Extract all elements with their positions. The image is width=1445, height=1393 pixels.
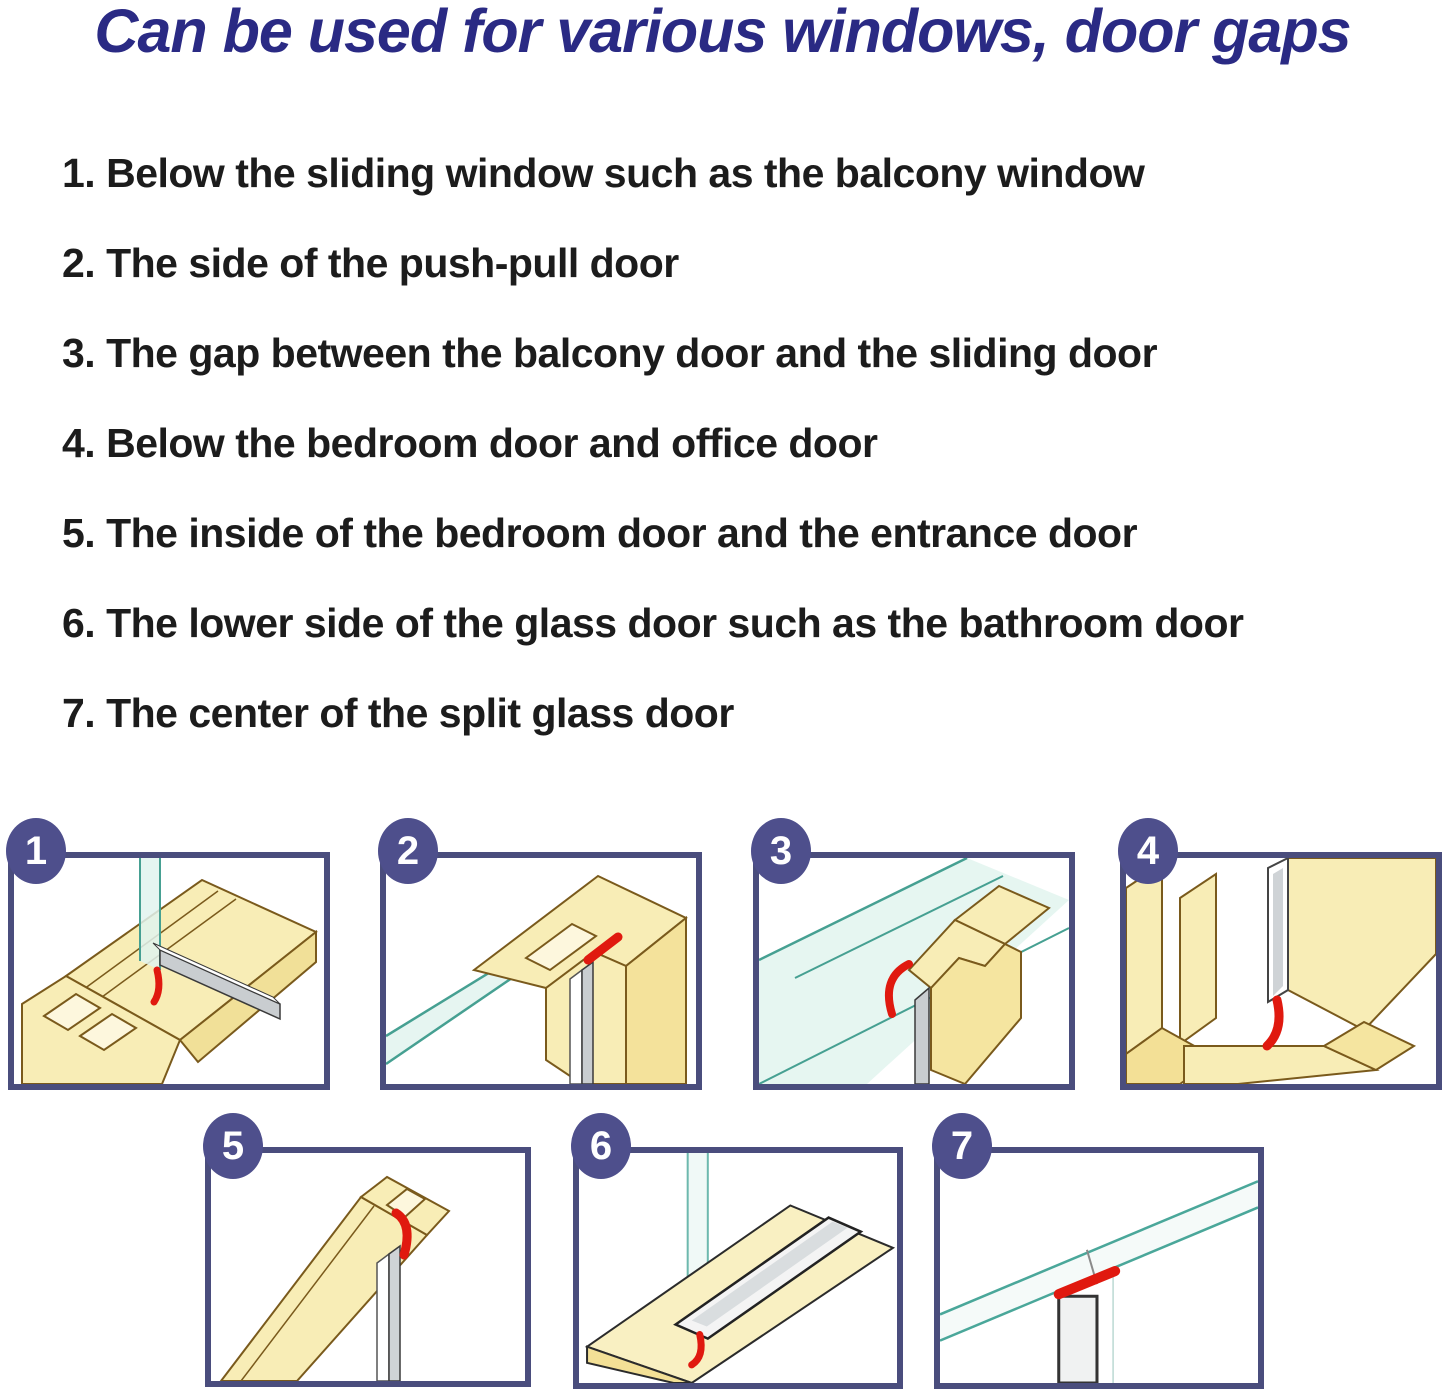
door-bottom-illustration: [1126, 858, 1436, 1084]
diagram-6-number-badge: [571, 1113, 631, 1179]
diagram-4-number: 4: [1136, 829, 1160, 873]
diagram-5-number: 5: [221, 1124, 245, 1168]
diagram-2-number: 2: [396, 829, 420, 873]
diagram-6-glass-door-bottom: [573, 1124, 903, 1389]
page-title: Can be used for various windows, door gaps: [94, 0, 1351, 65]
split-glass-junction-illustration: [940, 1153, 1258, 1383]
diagram-3-balcony-door-gap: [753, 829, 1075, 1090]
interlocking-doors-illustration: [759, 858, 1069, 1084]
diagram-5-number-badge: [203, 1113, 263, 1179]
diagram-2-number-badge: [378, 818, 438, 884]
usage-item-6: 6. The lower side of the glass door such as the bathroom door: [62, 600, 1244, 646]
diagram-7-number-badge: [932, 1113, 992, 1179]
diagram-7-number: 7: [950, 1124, 974, 1168]
diagram-4-number-badge: [1118, 818, 1178, 884]
usage-item-5: 5. The inside of the bedroom door and the entrance door: [62, 510, 1138, 556]
window-track-illustration: [14, 858, 324, 1084]
diagram-6-number: 6: [589, 1124, 613, 1168]
diagram-1-below-sliding-window: [8, 829, 330, 1090]
diagram-5-inside-of-door: [205, 1124, 531, 1387]
red-seal-accent: [1267, 1000, 1279, 1046]
usage-item-1: 1. Below the sliding window such as the balcony window: [62, 150, 1145, 196]
usage-item-7: 7. The center of the split glass door: [62, 690, 734, 736]
glass-door-threshold-illustration: [579, 1153, 897, 1383]
door-jamb-illustration: [386, 858, 696, 1084]
usage-item-4: 4. Below the bedroom door and office door: [62, 420, 878, 466]
diagram-2-side-of-push-pull-door: [380, 829, 702, 1090]
usage-item-2: 2. The side of the push-pull door: [62, 240, 679, 286]
door-edge-illustration: [211, 1153, 525, 1381]
diagram-1-number-badge: [6, 818, 66, 884]
diagram-3-number-badge: [751, 818, 811, 884]
usage-list: [62, 128, 1243, 758]
diagram-7-split-glass-door-center: [934, 1124, 1264, 1389]
diagram-4-below-bedroom-door: [1120, 829, 1442, 1090]
diagram-3-number: 3: [769, 829, 793, 873]
usage-item-3: 3. The gap between the balcony door and the sliding door: [62, 330, 1158, 376]
diagram-1-number: 1: [24, 829, 48, 873]
